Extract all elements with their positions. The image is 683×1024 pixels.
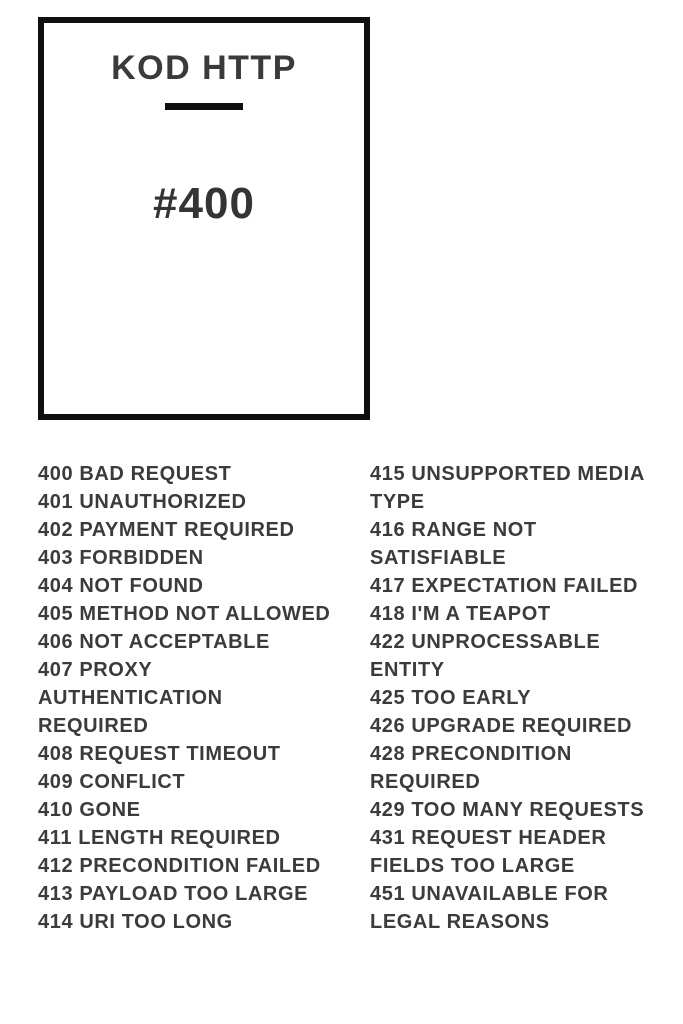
status-item-425: 425 TOO EARLY bbox=[370, 687, 532, 709]
status-item-403: 403 FORBIDDEN bbox=[38, 547, 204, 569]
status-item-405: 405 METHOD NOT ALLOWED bbox=[38, 603, 331, 625]
title-divider bbox=[165, 103, 243, 110]
status-item-413: 413 PAYLOAD TOO LARGE bbox=[38, 883, 309, 905]
status-item-404: 404 NOT FOUND bbox=[38, 575, 204, 597]
status-item-411: 411 LENGTH REQUIRED bbox=[38, 827, 281, 849]
status-item-408: 408 REQUEST TIMEOUT bbox=[38, 743, 281, 765]
poster-frame bbox=[38, 17, 370, 420]
status-item-410: 410 GONE bbox=[38, 799, 141, 821]
status-item-414: 414 URI TOO LONG bbox=[38, 911, 233, 933]
status-item-415: 415 UNSUPPORTED MEDIA TYPE bbox=[370, 463, 645, 513]
status-item-426: 426 UPGRADE REQUIRED bbox=[370, 715, 633, 737]
status-item-407: 407 PROXY AUTHENTICATION REQUIRED bbox=[38, 659, 223, 737]
status-column-right bbox=[370, 460, 668, 936]
status-column-left bbox=[38, 460, 336, 936]
status-item-428: 428 PRECONDITION REQUIRED bbox=[370, 743, 572, 793]
status-item-406: 406 NOT ACCEPTABLE bbox=[38, 631, 270, 653]
status-item-416: 416 RANGE NOT SATISFIABLE bbox=[370, 519, 537, 569]
status-item-431: 431 REQUEST HEADER FIELDS TOO LARGE bbox=[370, 827, 607, 877]
status-item-417: 417 EXPECTATION FAILED bbox=[370, 575, 639, 597]
status-item-400: 400 BAD REQUEST bbox=[38, 463, 232, 485]
status-code-number: #400 bbox=[153, 179, 255, 228]
poster-title: KOD HTTP bbox=[111, 49, 297, 87]
status-item-422: 422 UNPROCESSABLE ENTITY bbox=[370, 631, 601, 681]
status-item-402: 402 PAYMENT REQUIRED bbox=[38, 519, 295, 541]
status-item-418: 418 I'M A TEAPOT bbox=[370, 603, 551, 625]
status-item-451: 451 UNAVAILABLE FOR LEGAL REASONS bbox=[370, 883, 609, 933]
status-item-401: 401 UNAUTHORIZED bbox=[38, 491, 247, 513]
status-item-409: 409 CONFLICT bbox=[38, 771, 186, 793]
status-code-list bbox=[38, 460, 668, 936]
status-item-412: 412 PRECONDITION FAILED bbox=[38, 855, 321, 877]
status-item-429: 429 TOO MANY REQUESTS bbox=[370, 799, 645, 821]
